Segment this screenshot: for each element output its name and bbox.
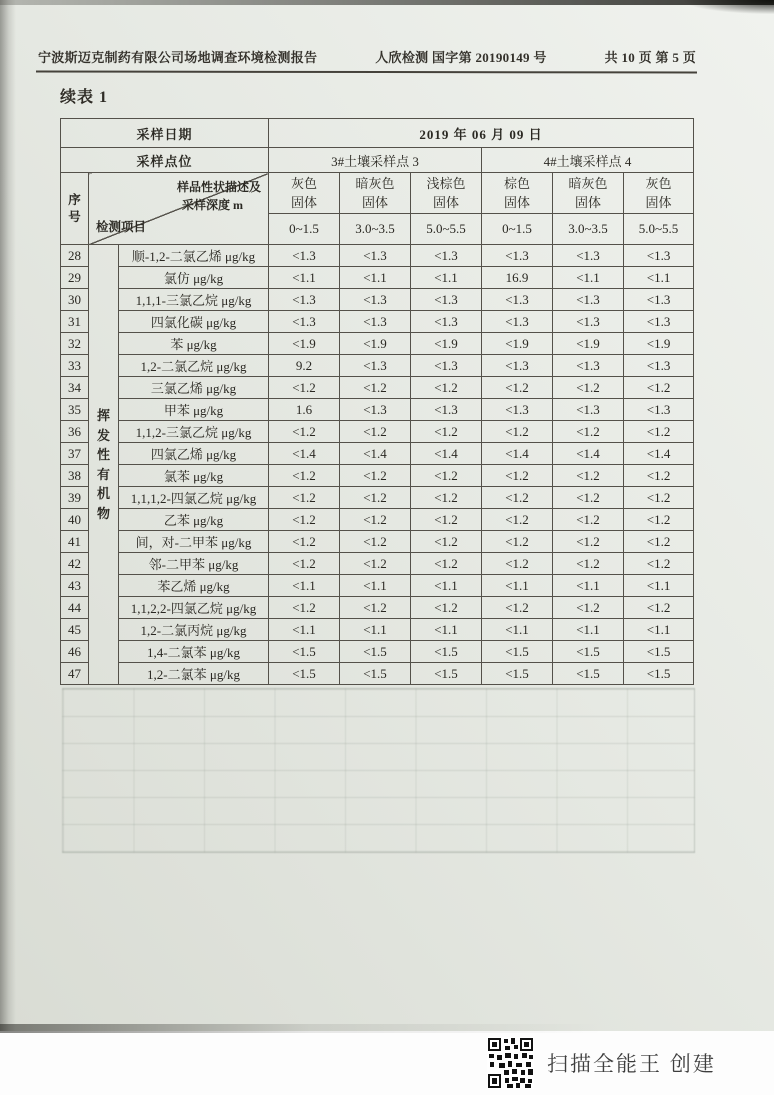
analyte-name: 1,1,1,2-四氯乙烷 μg/kg	[119, 487, 269, 509]
result-value: <1.9	[340, 333, 411, 355]
result-value: <1.2	[624, 531, 694, 553]
sampling-point-label: 采样点位	[61, 148, 269, 173]
result-value: <1.1	[553, 619, 624, 641]
result-value: <1.2	[269, 465, 340, 487]
analyte-name: 苯乙烯 μg/kg	[119, 575, 269, 597]
row-number: 30	[61, 289, 89, 311]
analyte-name: 间，对-二甲苯 μg/kg	[119, 531, 269, 553]
analyte-name: 四氯化碳 μg/kg	[119, 311, 269, 333]
qr-code-icon	[487, 1037, 534, 1089]
analyte-name: 顺-1,2-二氯乙烯 μg/kg	[119, 245, 269, 267]
result-value: <1.3	[269, 289, 340, 311]
result-value: <1.2	[482, 377, 553, 399]
result-value: 9.2	[269, 355, 340, 377]
result-value: <1.3	[482, 311, 553, 333]
result-value: <1.5	[624, 663, 694, 685]
analyte-name: 1,1,1-三氯乙烷 μg/kg	[119, 289, 269, 311]
depth-col4: 0~1.5	[482, 214, 553, 245]
result-value: <1.2	[340, 487, 411, 509]
running-header	[38, 47, 696, 66]
result-value: <1.3	[340, 311, 411, 333]
table-row	[61, 443, 694, 465]
result-value: <1.2	[340, 553, 411, 575]
result-value: <1.1	[340, 575, 411, 597]
result-value: <1.5	[482, 663, 553, 685]
result-value: <1.1	[411, 267, 482, 289]
result-value: 16.9	[482, 267, 553, 289]
result-value: <1.2	[553, 553, 624, 575]
table-row	[61, 465, 694, 487]
result-value: <1.4	[553, 443, 624, 465]
result-value: <1.3	[269, 311, 340, 333]
diagonal-label-description: 样品性状描述及	[177, 180, 262, 194]
result-value: <1.5	[340, 663, 411, 685]
result-value: <1.9	[553, 333, 624, 355]
scanner-watermark	[487, 1037, 716, 1089]
result-value: <1.3	[411, 311, 482, 333]
table-row	[61, 509, 694, 531]
result-value: <1.2	[624, 377, 694, 399]
result-value: <1.2	[269, 377, 340, 399]
result-value: <1.4	[624, 443, 694, 465]
sample-desc-col5: 暗灰色 固体	[553, 173, 624, 214]
diagonal-header-cell	[89, 173, 269, 245]
row-number: 40	[61, 509, 89, 531]
result-value: <1.2	[340, 377, 411, 399]
row-number: 38	[61, 465, 89, 487]
table-row	[61, 245, 694, 267]
result-value: <1.1	[340, 267, 411, 289]
result-value: <1.2	[482, 487, 553, 509]
row-number: 35	[61, 399, 89, 421]
row-number: 32	[61, 333, 89, 355]
result-value: <1.2	[340, 531, 411, 553]
analyte-name: 三氯乙烯 μg/kg	[119, 377, 269, 399]
analyte-name: 1,4-二氯苯 μg/kg	[119, 641, 269, 663]
result-value: <1.2	[553, 487, 624, 509]
table-head	[61, 119, 694, 245]
result-value: <1.1	[624, 619, 694, 641]
row-number: 42	[61, 553, 89, 575]
result-value: <1.3	[553, 399, 624, 421]
result-value: <1.1	[482, 575, 553, 597]
depth-col6: 5.0~5.5	[624, 214, 694, 245]
result-value: <1.2	[340, 597, 411, 619]
result-value: <1.3	[482, 355, 553, 377]
table-row	[61, 663, 694, 685]
result-value: <1.1	[411, 575, 482, 597]
section-title: 续表 1	[60, 89, 109, 106]
result-value: <1.1	[340, 619, 411, 641]
table-row	[61, 487, 694, 509]
analyte-name: 氯仿 μg/kg	[119, 267, 269, 289]
analyte-name: 甲苯 μg/kg	[119, 399, 269, 421]
result-value: <1.3	[553, 355, 624, 377]
result-value: <1.2	[553, 597, 624, 619]
result-value: <1.1	[624, 575, 694, 597]
row-number: 37	[61, 443, 89, 465]
row-number: 28	[61, 245, 89, 267]
table-row	[61, 289, 694, 311]
result-value: <1.2	[624, 597, 694, 619]
result-value: <1.2	[411, 509, 482, 531]
table-row	[61, 421, 694, 443]
analyte-name: 1,1,2,2-四氯乙烷 μg/kg	[119, 597, 269, 619]
sampling-point-4: 4#土壤采样点 4	[482, 148, 694, 173]
result-value: <1.2	[624, 553, 694, 575]
result-value: <1.5	[624, 641, 694, 663]
result-value: <1.2	[482, 553, 553, 575]
result-value: <1.9	[624, 333, 694, 355]
result-value: <1.1	[269, 619, 340, 641]
table-row	[61, 311, 694, 333]
category-vertical-text: 挥发性有机物	[96, 408, 110, 521]
result-value: <1.4	[269, 443, 340, 465]
diagonal-label-item: 检测项目	[96, 220, 147, 234]
result-value: <1.2	[340, 465, 411, 487]
result-value: <1.2	[553, 465, 624, 487]
depth-col2: 3.0~3.5	[340, 214, 411, 245]
row-number: 47	[61, 663, 89, 685]
sampling-date-label: 采样日期	[61, 119, 269, 148]
result-value: <1.3	[624, 289, 694, 311]
row-number: 33	[61, 355, 89, 377]
table-row	[61, 619, 694, 641]
result-value: <1.9	[482, 333, 553, 355]
sampling-point-3: 3#土壤采样点 3	[269, 148, 482, 173]
row-number: 45	[61, 619, 89, 641]
result-value: <1.2	[553, 377, 624, 399]
result-value: <1.2	[553, 531, 624, 553]
result-value: <1.2	[411, 597, 482, 619]
result-value: <1.3	[340, 399, 411, 421]
result-value: <1.2	[340, 421, 411, 443]
table-row	[61, 553, 694, 575]
result-value: <1.5	[553, 641, 624, 663]
result-value: <1.2	[269, 487, 340, 509]
row-number: 34	[61, 377, 89, 399]
result-value: <1.3	[411, 245, 482, 267]
sample-desc-col1: 灰色 固体	[269, 173, 340, 214]
bleedthrough-table	[62, 688, 695, 853]
depth-col3: 5.0~5.5	[411, 214, 482, 245]
result-value: <1.3	[482, 245, 553, 267]
table-row	[61, 597, 694, 619]
result-value: <1.2	[269, 531, 340, 553]
result-value: <1.3	[411, 355, 482, 377]
result-value: <1.9	[269, 333, 340, 355]
scan-corner-top-right	[684, 0, 774, 14]
result-value: <1.2	[411, 377, 482, 399]
table-row	[61, 531, 694, 553]
result-value: <1.2	[482, 509, 553, 531]
scan-edge-top	[0, 0, 774, 5]
result-value: <1.1	[553, 267, 624, 289]
result-value: <1.3	[482, 399, 553, 421]
scan-edge-left	[0, 0, 16, 1031]
result-value: <1.3	[411, 399, 482, 421]
result-value: <1.5	[553, 663, 624, 685]
result-value: <1.2	[269, 421, 340, 443]
analyte-name: 1,2-二氯苯 μg/kg	[119, 663, 269, 685]
sampling-date-row	[61, 119, 694, 148]
result-value: <1.2	[411, 421, 482, 443]
analyte-name: 1,1,2-三氯乙烷 μg/kg	[119, 421, 269, 443]
sample-desc-col6: 灰色 固体	[624, 173, 694, 214]
result-value: <1.5	[411, 641, 482, 663]
result-value: <1.2	[553, 509, 624, 531]
report-number: 人欣检测 国字第 20190149 号	[375, 50, 547, 65]
report-title: 宁波斯迈克制药有限公司场地调查环境检测报告	[38, 50, 318, 65]
diagonal-label-depth: 采样深度 m	[182, 198, 244, 212]
result-value: <1.3	[624, 311, 694, 333]
result-value: <1.2	[553, 421, 624, 443]
result-value: <1.3	[624, 355, 694, 377]
category-label	[89, 245, 119, 685]
sampling-point-row	[61, 148, 694, 173]
result-value: <1.3	[624, 245, 694, 267]
sample-desc-col3: 浅棕色 固体	[411, 173, 482, 214]
sampling-date-value: 2019 年 06 月 09 日	[269, 119, 694, 148]
table-row	[61, 377, 694, 399]
result-value: <1.4	[340, 443, 411, 465]
depth-col5: 3.0~3.5	[553, 214, 624, 245]
result-value: <1.2	[269, 509, 340, 531]
result-value: <1.2	[482, 421, 553, 443]
result-value: <1.1	[411, 619, 482, 641]
result-value: <1.2	[624, 509, 694, 531]
result-value: <1.1	[553, 575, 624, 597]
result-value: <1.1	[269, 267, 340, 289]
row-number: 44	[61, 597, 89, 619]
result-value: <1.2	[482, 531, 553, 553]
result-value: <1.1	[624, 267, 694, 289]
result-value: <1.4	[482, 443, 553, 465]
table-row	[61, 641, 694, 663]
result-value: <1.5	[269, 663, 340, 685]
result-value: <1.3	[482, 289, 553, 311]
result-value: <1.9	[411, 333, 482, 355]
row-number: 29	[61, 267, 89, 289]
result-value: <1.3	[411, 289, 482, 311]
result-value: <1.1	[269, 575, 340, 597]
result-value: <1.5	[411, 663, 482, 685]
table-row	[61, 267, 694, 289]
result-value: <1.2	[624, 421, 694, 443]
row-number: 31	[61, 311, 89, 333]
result-value: <1.2	[340, 509, 411, 531]
result-value: <1.2	[624, 487, 694, 509]
result-value: <1.3	[553, 289, 624, 311]
analyte-name: 氯苯 μg/kg	[119, 465, 269, 487]
result-value: <1.1	[482, 619, 553, 641]
result-value: <1.5	[482, 641, 553, 663]
row-number: 46	[61, 641, 89, 663]
analyte-name: 1,2-二氯丙烷 μg/kg	[119, 619, 269, 641]
page-indicator: 共 10 页 第 5 页	[604, 50, 696, 65]
serial-number-header: 序号	[61, 173, 89, 245]
analyte-name: 四氯乙烯 μg/kg	[119, 443, 269, 465]
analyte-name: 乙苯 μg/kg	[119, 509, 269, 531]
analyte-name: 苯 μg/kg	[119, 333, 269, 355]
result-value: <1.2	[624, 465, 694, 487]
result-value: <1.2	[411, 465, 482, 487]
row-number: 39	[61, 487, 89, 509]
header-rule	[36, 71, 697, 74]
result-value: <1.4	[411, 443, 482, 465]
result-value: <1.2	[269, 597, 340, 619]
depth-col1: 0~1.5	[269, 214, 340, 245]
result-value: <1.3	[624, 399, 694, 421]
analyte-name: 1,2-二氯乙烷 μg/kg	[119, 355, 269, 377]
result-value: <1.5	[340, 641, 411, 663]
result-value: <1.2	[482, 597, 553, 619]
sample-desc-col4: 棕色 固体	[482, 173, 553, 214]
result-value: <1.3	[340, 245, 411, 267]
result-value: <1.2	[411, 553, 482, 575]
result-value: <1.3	[340, 355, 411, 377]
result-value: <1.2	[269, 553, 340, 575]
row-number: 41	[61, 531, 89, 553]
result-value: <1.3	[553, 311, 624, 333]
table-row	[61, 399, 694, 421]
results-table	[60, 118, 694, 685]
result-value: <1.2	[411, 531, 482, 553]
result-value: <1.2	[411, 487, 482, 509]
scan-edge-bottom	[0, 1024, 774, 1033]
row-number: 36	[61, 421, 89, 443]
result-value: <1.3	[269, 245, 340, 267]
table-row	[61, 333, 694, 355]
table-row	[61, 355, 694, 377]
sample-description-row	[61, 173, 694, 214]
scanner-watermark-text: 扫描全能王 创建	[547, 1053, 716, 1076]
result-value: <1.3	[553, 245, 624, 267]
sample-desc-col2: 暗灰色 固体	[340, 173, 411, 214]
row-number: 43	[61, 575, 89, 597]
table-row	[61, 575, 694, 597]
analyte-name: 邻-二甲苯 μg/kg	[119, 553, 269, 575]
result-value: <1.5	[269, 641, 340, 663]
result-value: <1.3	[340, 289, 411, 311]
result-value: <1.2	[482, 465, 553, 487]
result-value: 1.6	[269, 399, 340, 421]
results-body	[61, 245, 694, 685]
